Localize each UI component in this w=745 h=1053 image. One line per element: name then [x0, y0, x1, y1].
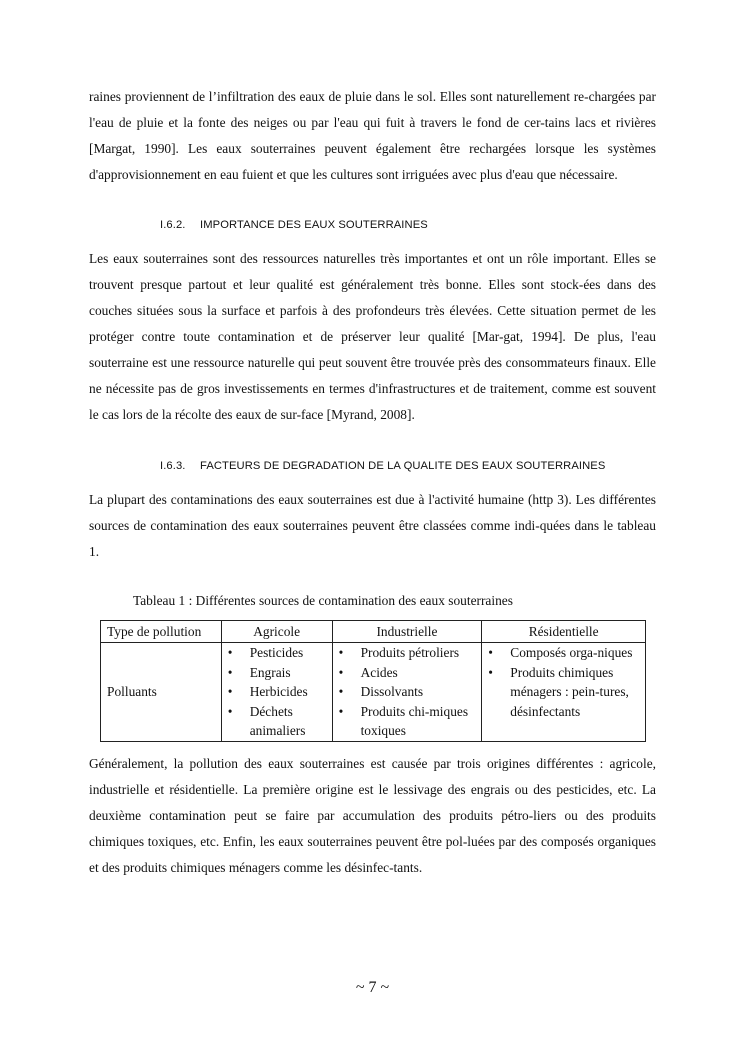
paragraph-recharge: raines proviennent de l’infiltration des eaux de pluie dans le sol. Elles sont naturellement re-chargées par l'eau de pluie et la fonte des neiges ou par l'eau qui fuit à travers le fond de cer-tains lacs et rivières [Margat, 1990]. Les eaux souterraines peuvent également être rechargées lorsque les systèmes d'approvisionnement en eau fuient et que les cultures sont irriguées avec plus d'eau que nécessaire. [89, 89, 656, 182]
row-label-polluants: Polluants [101, 643, 222, 742]
table-caption: Tableau 1 : Différentes sources de contamination des eaux souterraines [133, 593, 513, 608]
paragraph-contamination: La plupart des contaminations des eaux souterraines est due à l'activité humaine (http 3). Les différentes sources de contamination des eaux souterraines peuvent être classées comme indi-quées dans le tableau 1. [89, 492, 656, 559]
list-item: • Engrais [228, 663, 326, 683]
list-item: • Herbicides [228, 682, 326, 702]
paragraph-importance: Les eaux souterraines sont des ressources naturelles très importantes et ont un rôle important. Elles se trouvent presque partout et leur qualité est généralement très bonne. Elles sont stock-ées dans des couches situées sous la surface et parfois à des profondeurs très élevées. Cette situation permet de les protéger contre toute contamination et de préserver leur qualité [Mar-gat, 1994]. De plus, l'eau souterraine est une ressource naturelle qui peut souvent être trouvée près des consommateurs finaux. Elle ne nécessite pas de gros investissements en termes d'infrastructures et de traitement, comme est souvent le cas lors de la récolte des eaux de sur-face [Myrand, 2008]. [89, 251, 656, 422]
page-number: ~ 7 ~ [355, 979, 390, 996]
cell-agricole [221, 643, 332, 742]
document-page [89, 84, 656, 881]
list-item: • Déchets animaliers [228, 702, 326, 741]
table-row [101, 643, 646, 742]
paragraph-origins: Généralement, la pollution des eaux souterraines est causée par trois origines différentes : agricole, industrielle et résidentielle. La première origine est le lessivage des engrais ou des pesticides, etc. La deuxième contamination peut se faire par accumulation des produits pétro-liers ou des produits chimiques toxiques, etc. Enfin, les eaux souterraines peuvent être pol-luées par des composés organiques et des produits chimiques ménagers comme les désinfec-tants. [89, 755, 656, 875]
list-item: • Produits chimiques ménagers : pein-tures, désinfectants [488, 663, 639, 722]
agricole-list [228, 643, 326, 741]
cell-residentielle [482, 643, 646, 742]
table-header-row [101, 621, 646, 643]
header-industrielle: Industrielle [332, 621, 482, 643]
list-item: • Composés orga-niques [488, 643, 639, 663]
header-type-pollution: Type de pollution [101, 621, 222, 643]
list-item: • Dissolvants [339, 682, 476, 702]
list-item: • Produits pétroliers [339, 643, 476, 663]
residentielle-list [488, 643, 639, 721]
industrielle-list [339, 643, 476, 741]
header-agricole: Agricole [221, 621, 332, 643]
list-item: • Produits chi-miques toxiques [339, 702, 476, 741]
cell-industrielle [332, 643, 482, 742]
section-number: I.6.2. [160, 219, 186, 231]
list-item: • Pesticides [228, 643, 326, 663]
section-title: IMPORTANCE DES EAUX SOUTERRAINES [200, 219, 428, 231]
pollution-table [100, 620, 646, 742]
section-number: I.6.3. [160, 460, 186, 472]
header-residentielle: Résidentielle [482, 621, 646, 643]
section-heading-importance [89, 217, 656, 233]
list-item: • Acides [339, 663, 476, 683]
section-heading-degradation [89, 458, 656, 474]
section-title: FACTEURS DE DEGRADATION DE LA QUALITE DES EAUX SOUTERRAINES [200, 460, 606, 472]
